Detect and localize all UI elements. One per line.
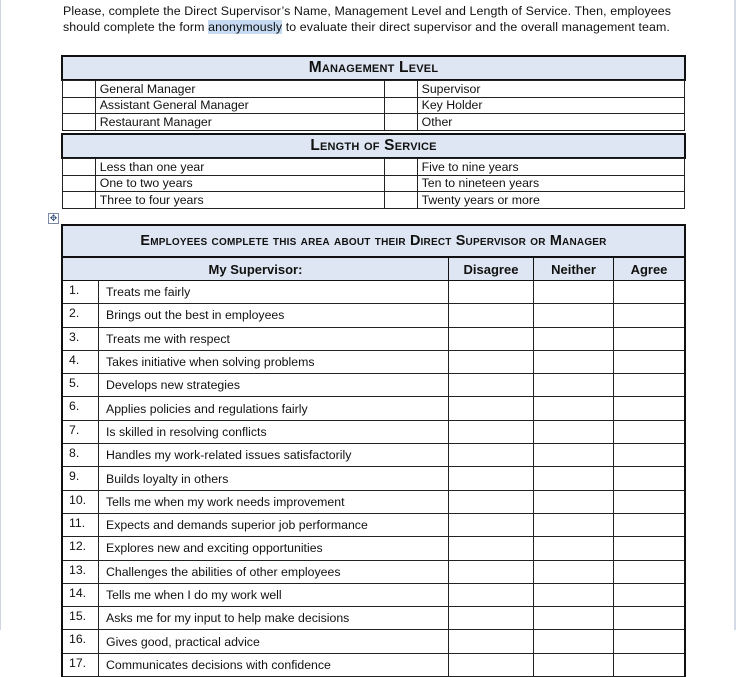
item-number: 10.: [62, 490, 99, 513]
agree-response-cell[interactable]: [614, 281, 686, 304]
survey-row: [62, 513, 685, 536]
neither-response-cell[interactable]: [534, 560, 614, 583]
disagree-response-cell[interactable]: [449, 420, 534, 443]
neither-response-cell[interactable]: [534, 630, 614, 653]
item-statement: Challenges the abilities of other employees: [99, 560, 449, 583]
length-of-service-header: [61, 133, 686, 159]
length-of-service-option-label: Ten to nineteen years: [417, 175, 684, 192]
agree-response-cell[interactable]: [614, 304, 686, 327]
item-number: 2.: [62, 304, 99, 327]
neither-response-cell[interactable]: [534, 350, 614, 373]
agree-response-cell[interactable]: [614, 420, 686, 443]
disagree-response-cell[interactable]: [449, 490, 534, 513]
length-of-service-option-label: Three to four years: [95, 192, 384, 209]
management-level-options: [62, 80, 685, 131]
disagree-response-cell[interactable]: [449, 583, 534, 606]
agree-response-cell[interactable]: [614, 374, 686, 397]
item-statement: Builds loyalty in others: [99, 467, 449, 490]
length-of-service-option-label: Twenty years or more: [417, 192, 684, 209]
survey-row: [62, 304, 685, 327]
item-number: 13.: [62, 560, 99, 583]
management-level-checkbox-cell[interactable]: [63, 97, 96, 114]
disagree-response-cell[interactable]: [449, 607, 534, 630]
agree-response-cell[interactable]: [614, 560, 686, 583]
instructions-paragraph[interactable]: [63, 3, 703, 35]
disagree-response-cell[interactable]: [449, 630, 534, 653]
management-level-checkbox-cell[interactable]: [63, 114, 96, 131]
survey-row: [62, 350, 685, 373]
length-of-service-option-label: Five to nine years: [417, 159, 684, 176]
item-statement: Applies policies and regulations fairly: [99, 397, 449, 420]
length-of-service-options-body: [63, 159, 685, 209]
length-of-service-title: Length of Service: [62, 134, 685, 158]
item-number: 17.: [62, 653, 99, 676]
neither-response-cell[interactable]: [534, 374, 614, 397]
agree-response-cell[interactable]: [614, 490, 686, 513]
item-number: 6.: [62, 397, 99, 420]
disagree-response-cell[interactable]: [449, 281, 534, 304]
column-header-disagree: Disagree: [449, 257, 534, 281]
item-statement: Tells me when my work needs improvement: [99, 490, 449, 513]
neither-response-cell[interactable]: [534, 397, 614, 420]
management-level-header: [61, 55, 686, 81]
length-of-service-checkbox-cell[interactable]: [63, 159, 96, 176]
survey-title: Employees complete this area about their Direct Supervisor or Manager: [62, 225, 685, 257]
agree-response-cell[interactable]: [614, 513, 686, 536]
instructions-text-start: Please, complete the Direct Supervisor’s Name, Management Level and Length of Service. Then, employees should complete the form: [63, 4, 672, 34]
item-number: 11.: [62, 513, 99, 536]
survey-row: [62, 537, 685, 560]
survey-row: [62, 560, 685, 583]
item-number: 16.: [62, 630, 99, 653]
agree-response-cell[interactable]: [614, 350, 686, 373]
agree-response-cell[interactable]: [614, 327, 686, 350]
disagree-response-cell[interactable]: [449, 537, 534, 560]
disagree-response-cell[interactable]: [449, 350, 534, 373]
selected-word[interactable]: anonymously: [208, 20, 283, 34]
survey-row: [62, 490, 685, 513]
disagree-response-cell[interactable]: [449, 397, 534, 420]
survey-row: [62, 374, 685, 397]
agree-response-cell[interactable]: [614, 467, 686, 490]
item-number: 8.: [62, 444, 99, 467]
length-of-service-checkbox-cell[interactable]: [63, 175, 96, 192]
management-level-option-label: Supervisor: [417, 81, 684, 98]
management-level-option-label: Assistant General Manager: [95, 97, 384, 114]
disagree-response-cell[interactable]: [449, 327, 534, 350]
length-of-service-row: [63, 175, 685, 192]
management-level-row: [63, 114, 685, 131]
agree-response-cell[interactable]: [614, 537, 686, 560]
neither-response-cell[interactable]: [534, 513, 614, 536]
item-statement: Develops new strategies: [99, 374, 449, 397]
neither-response-cell[interactable]: [534, 583, 614, 606]
survey-row: [62, 630, 685, 653]
column-header-my-supervisor: My Supervisor:: [62, 257, 449, 281]
disagree-response-cell[interactable]: [449, 374, 534, 397]
neither-response-cell[interactable]: [534, 281, 614, 304]
item-statement: Communicates decisions with confidence: [99, 653, 449, 676]
agree-response-cell[interactable]: [614, 444, 686, 467]
item-number: 7.: [62, 420, 99, 443]
instructions-text-end: to evaluate their direct supervisor and the overall management team.: [282, 20, 670, 34]
disagree-response-cell[interactable]: [449, 304, 534, 327]
survey-row: [62, 444, 685, 467]
supervisor-survey-table: [61, 224, 686, 677]
management-level-checkbox-cell[interactable]: [384, 97, 417, 114]
length-of-service-row: [63, 159, 685, 176]
item-statement: Tells me when I do my work well: [99, 583, 449, 606]
survey-row: [62, 420, 685, 443]
neither-response-cell[interactable]: [534, 490, 614, 513]
survey-row: [62, 281, 685, 304]
length-of-service-checkbox-cell[interactable]: [384, 159, 417, 176]
item-statement: Brings out the best in employees: [99, 304, 449, 327]
management-level-options-body: [63, 81, 685, 131]
length-of-service-option-label: One to two years: [95, 175, 384, 192]
item-number: 12.: [62, 537, 99, 560]
item-statement: Handles my work-related issues satisfactorily: [99, 444, 449, 467]
survey-row: [62, 607, 685, 630]
neither-response-cell[interactable]: [534, 304, 614, 327]
item-statement: Expects and demands superior job performance: [99, 513, 449, 536]
neither-response-cell[interactable]: [534, 444, 614, 467]
length-of-service-options: [62, 158, 685, 209]
column-header-agree: Agree: [614, 257, 686, 281]
item-number: 5.: [62, 374, 99, 397]
neither-response-cell[interactable]: [534, 653, 614, 676]
item-statement: Gives good, practical advice: [99, 630, 449, 653]
agree-response-cell[interactable]: [614, 397, 686, 420]
length-of-service-checkbox-cell[interactable]: [384, 175, 417, 192]
item-statement: Treats me fairly: [99, 281, 449, 304]
length-of-service-checkbox-cell[interactable]: [384, 192, 417, 209]
management-level-checkbox-cell[interactable]: [63, 81, 96, 98]
management-level-checkbox-cell[interactable]: [384, 81, 417, 98]
survey-row: [62, 583, 685, 606]
length-of-service-option-label: Less than one year: [95, 159, 384, 176]
disagree-response-cell[interactable]: [449, 560, 534, 583]
disagree-response-cell[interactable]: [449, 467, 534, 490]
item-number: 15.: [62, 607, 99, 630]
item-number: 3.: [62, 327, 99, 350]
survey-row: [62, 397, 685, 420]
management-level-row: [63, 81, 685, 98]
item-statement: Treats me with respect: [99, 327, 449, 350]
management-level-option-label: Restaurant Manager: [95, 114, 384, 131]
management-level-option-label: Other: [417, 114, 684, 131]
item-statement: Takes initiative when solving problems: [99, 350, 449, 373]
column-header-neither: Neither: [534, 257, 614, 281]
item-number: 9.: [62, 467, 99, 490]
management-level-option-label: General Manager: [95, 81, 384, 98]
table-move-handle-icon[interactable]: ✥: [49, 213, 58, 223]
disagree-response-cell[interactable]: [449, 653, 534, 676]
agree-response-cell[interactable]: [614, 653, 686, 676]
item-statement: Is skilled in resolving conflicts: [99, 420, 449, 443]
management-level-checkbox-cell[interactable]: [384, 114, 417, 131]
agree-response-cell[interactable]: [614, 630, 686, 653]
item-number: 14.: [62, 583, 99, 606]
item-statement: Asks me for my input to help make decisions: [99, 607, 449, 630]
item-number: 4.: [62, 350, 99, 373]
neither-response-cell[interactable]: [534, 467, 614, 490]
disagree-response-cell[interactable]: [449, 444, 534, 467]
survey-row: [62, 327, 685, 350]
neither-response-cell[interactable]: [534, 537, 614, 560]
agree-response-cell[interactable]: [614, 607, 686, 630]
survey-row: [62, 653, 685, 676]
survey-items: [62, 281, 685, 677]
length-of-service-row: [63, 192, 685, 209]
management-level-option-label: Key Holder: [417, 97, 684, 114]
management-level-title: Management Level: [62, 56, 685, 80]
item-number: 1.: [62, 281, 99, 304]
management-level-row: [63, 97, 685, 114]
page-left-edge: [0, 0, 1, 630]
neither-response-cell[interactable]: [534, 420, 614, 443]
disagree-response-cell[interactable]: [449, 513, 534, 536]
neither-response-cell[interactable]: [534, 607, 614, 630]
agree-response-cell[interactable]: [614, 583, 686, 606]
item-statement: Explores new and exciting opportunities: [99, 537, 449, 560]
survey-row: [62, 467, 685, 490]
neither-response-cell[interactable]: [534, 327, 614, 350]
length-of-service-checkbox-cell[interactable]: [63, 192, 96, 209]
